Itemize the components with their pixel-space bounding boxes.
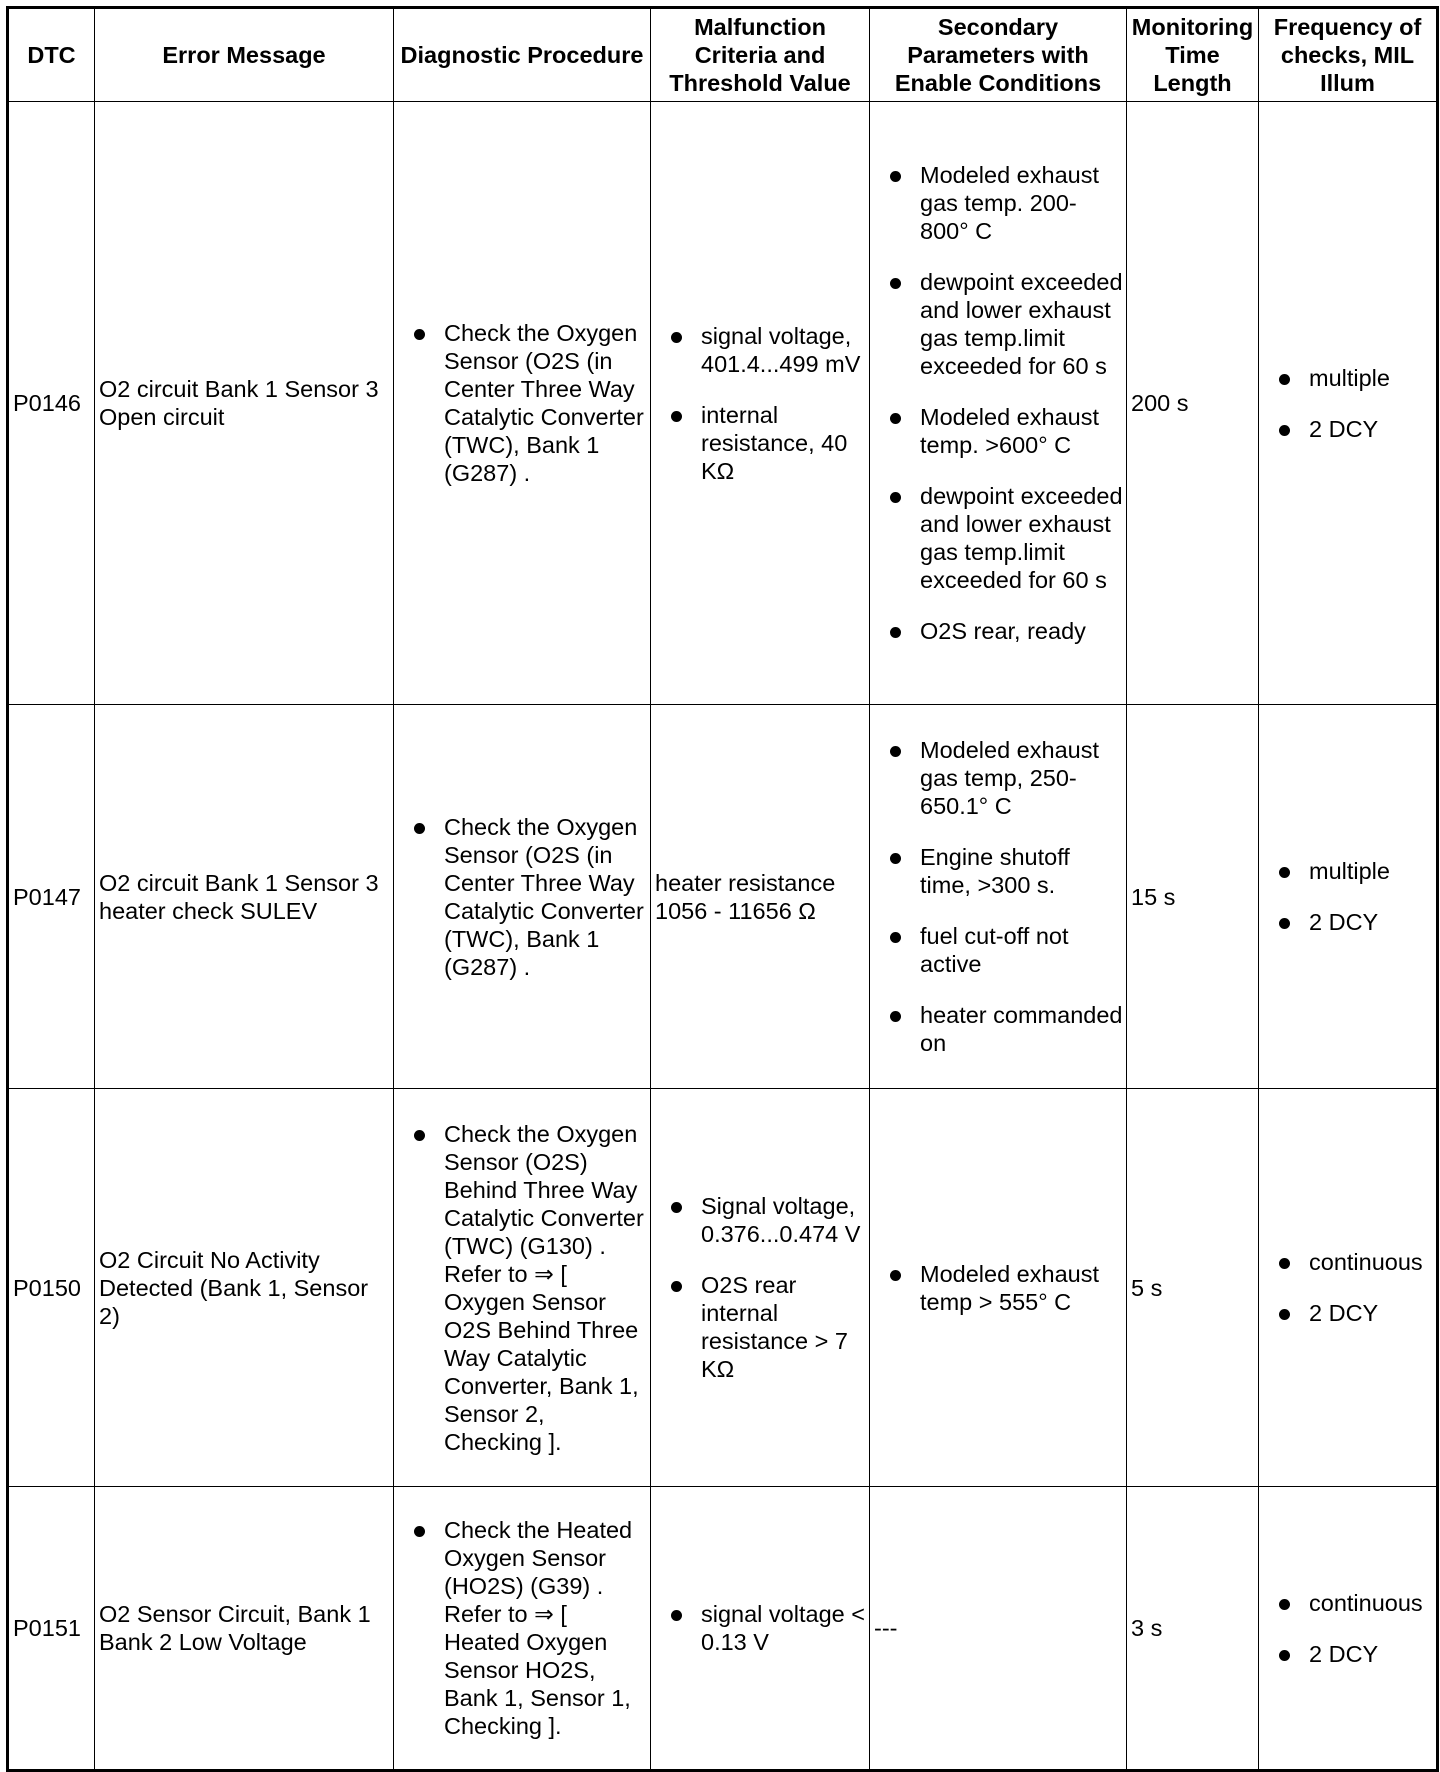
header-malfunction-criteria: Malfunction Criteria and Threshold Value <box>651 8 870 102</box>
dtc-code: P0147 <box>8 705 95 1089</box>
list-item: Check the Oxygen Sensor (O2S (in Center Three Way Catalytic Converter (TWC), Bank 1 (G287) . <box>394 813 648 981</box>
error-message: O2 Circuit No Activity Detected (Bank 1, Sensor 2) <box>95 1089 394 1487</box>
secondary-parameters <box>870 1089 1127 1487</box>
list-item: Modeled exhaust gas temp, 250-650.1° C <box>870 736 1124 820</box>
list-item: Modeled exhaust temp. >600° C <box>870 403 1124 459</box>
list-item: signal voltage < 0.13 V <box>651 1600 867 1656</box>
list-item: 2 DCY <box>1259 908 1434 936</box>
monitoring-time: 3 s <box>1127 1487 1259 1771</box>
list-item: dewpoint exceeded and lower exhaust gas temp.limit exceeded for 60 s <box>870 268 1124 380</box>
dtc-table <box>6 6 1439 1772</box>
header-row <box>8 8 1438 102</box>
malfunction-criteria <box>651 1487 870 1771</box>
dtc-code: P0151 <box>8 1487 95 1771</box>
frequency <box>1259 1487 1438 1771</box>
header-dtc: DTC <box>8 8 95 102</box>
list-item: dewpoint exceeded and lower exhaust gas temp.limit exceeded for 60 s <box>870 482 1124 594</box>
header-diagnostic-procedure: Diagnostic Procedure <box>394 8 651 102</box>
list-item: continuous <box>1259 1589 1434 1617</box>
table-row <box>8 1487 1438 1771</box>
header-frequency: Frequency of checks, MIL Illum <box>1259 8 1438 102</box>
secondary-parameters: --- <box>870 1487 1127 1771</box>
malfunction-criteria: heater resistance 1056 - 11656 Ω <box>651 705 870 1089</box>
list-item: heater commanded on <box>870 1001 1124 1057</box>
list-item: Check the Oxygen Sensor (O2S) Behind Three Way Catalytic Converter (TWC) (G130) . Refer to ⇒ [ Oxygen Sensor O2S Behind Three Way Catalytic Converter, Bank 1, Sensor 2, Checking ]. <box>394 1120 648 1456</box>
monitoring-time: 15 s <box>1127 705 1259 1089</box>
dtc-code: P0150 <box>8 1089 95 1487</box>
malfunction-criteria <box>651 102 870 705</box>
secondary-parameters <box>870 705 1127 1089</box>
list-item: Modeled exhaust gas temp. 200-800° C <box>870 161 1124 245</box>
document-page <box>6 6 1439 1772</box>
list-item: O2S rear, ready <box>870 617 1124 645</box>
list-item: 2 DCY <box>1259 1299 1434 1327</box>
header-secondary-parameters: Secondary Parameters with Enable Conditions <box>870 8 1127 102</box>
dtc-code: P0146 <box>8 102 95 705</box>
list-item: 2 DCY <box>1259 1640 1434 1668</box>
list-item: Signal voltage, 0.376...0.474 V <box>651 1192 867 1248</box>
frequency <box>1259 705 1438 1089</box>
header-monitoring-time: Monitoring Time Length <box>1127 8 1259 102</box>
table-row <box>8 705 1438 1089</box>
diagnostic-procedure <box>394 1487 651 1771</box>
list-item: Check the Heated Oxygen Sensor (HO2S) (G39) . Refer to ⇒ [ Heated Oxygen Sensor HO2S, Bank 1, Sensor 1, Checking ]. <box>394 1516 648 1740</box>
header-error-message: Error Message <box>95 8 394 102</box>
list-item: O2S rear internal resistance > 7 KΩ <box>651 1271 867 1383</box>
malfunction-criteria <box>651 1089 870 1487</box>
table-row <box>8 1089 1438 1487</box>
error-message: O2 circuit Bank 1 Sensor 3 heater check SULEV <box>95 705 394 1089</box>
frequency <box>1259 102 1438 705</box>
table-row <box>8 102 1438 705</box>
monitoring-time: 200 s <box>1127 102 1259 705</box>
list-item: signal voltage, 401.4...499 mV <box>651 322 867 378</box>
list-item: Engine shutoff time, >300 s. <box>870 843 1124 899</box>
list-item: multiple <box>1259 364 1434 392</box>
error-message: O2 Sensor Circuit, Bank 1 Bank 2 Low Voltage <box>95 1487 394 1771</box>
error-message: O2 circuit Bank 1 Sensor 3 Open circuit <box>95 102 394 705</box>
list-item: Check the Oxygen Sensor (O2S (in Center Three Way Catalytic Converter (TWC), Bank 1 (G287) . <box>394 319 648 487</box>
list-item: continuous <box>1259 1248 1434 1276</box>
diagnostic-procedure <box>394 1089 651 1487</box>
monitoring-time: 5 s <box>1127 1089 1259 1487</box>
diagnostic-procedure <box>394 705 651 1089</box>
frequency <box>1259 1089 1438 1487</box>
list-item: 2 DCY <box>1259 415 1434 443</box>
diagnostic-procedure <box>394 102 651 705</box>
list-item: fuel cut-off not active <box>870 922 1124 978</box>
list-item: Modeled exhaust temp > 555° C <box>870 1260 1124 1316</box>
list-item: multiple <box>1259 857 1434 885</box>
list-item: internal resistance, 40 KΩ <box>651 401 867 485</box>
secondary-parameters <box>870 102 1127 705</box>
